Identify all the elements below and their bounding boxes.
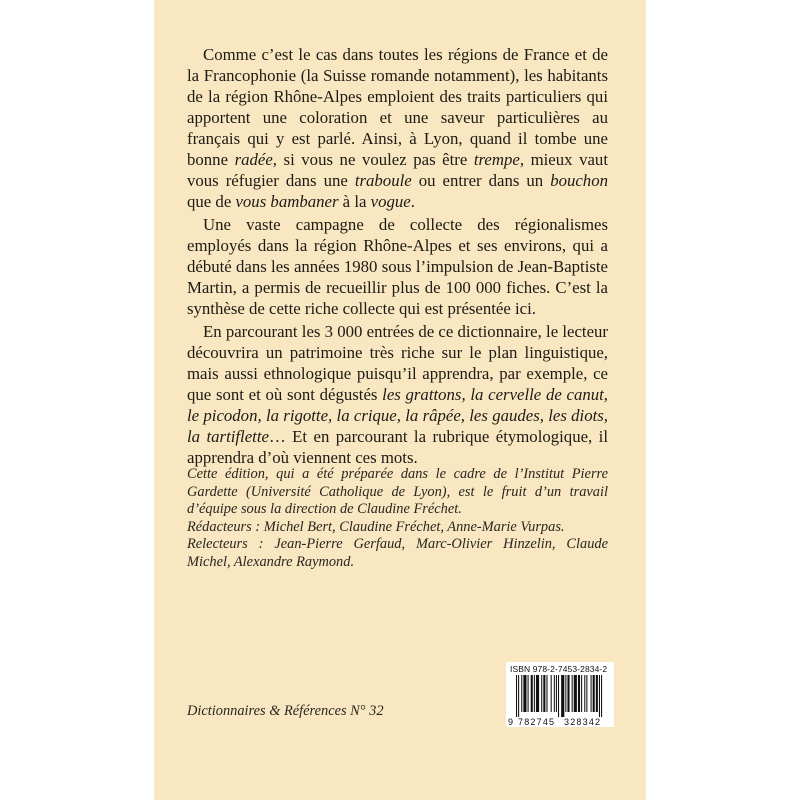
barcode-bar: [561, 675, 564, 717]
series-label: Dictionnaires & Références N° 32: [187, 703, 384, 719]
italic-term: traboule: [354, 171, 412, 190]
text-segment: En parcourant les 3 000 entrées de ce dictionnaire, le lecteur découvrira un patrimoine très riche sur le plan linguistique, mais aussi ethnologique puisqu’il apprendra, par exemple, ce que sont et où sont dégustés: [187, 322, 608, 404]
barcode-bar: [578, 675, 580, 712]
text-segment: , si vous ne voulez pas être: [272, 150, 474, 169]
credits-relecteurs: Relecteurs : Jean-Pierre Gerfaud, Marc-Olivier Hinzelin, Claude Michel, Alexandre Raymond.: [187, 536, 608, 570]
barcode-bar: [565, 675, 566, 712]
barcode-bar: [586, 675, 587, 712]
barcode-bar: [581, 675, 582, 712]
barcode-bar: [543, 675, 545, 712]
barcode-bar: [516, 675, 517, 717]
barcode-bar: [521, 675, 522, 712]
text-segment: , mieux vaut vous réfugier dans une: [187, 150, 608, 190]
italic-term: trempe: [473, 150, 520, 169]
barcode-bar: [584, 675, 585, 712]
text-segment: … Et en parcourant la rubrique étymologique, il apprendra d’où viennent ces mots.: [187, 427, 608, 467]
credits-edition: Cette édition, qui a été préparée dans le cadre de l’Institut Pierre Gardette (Université Catholique de Lyon), est le fruit d’un travail d’équipe sous la direction de Claudine Fréchet.: [187, 466, 608, 517]
italic-term: les grattons, la cervelle de canut, le picodon, la rigotte, la crique, la râpée, les gaudes, les diots, la tartiflette: [187, 385, 608, 446]
text-segment: que de: [187, 192, 236, 211]
text-segment: Une vaste campagne de collecte des régionalismes employés dans la région Rhône-Alpes et ses environs, qui a débuté dans les années 1980 sous l’impulsion de Jean-Baptiste Martin, a permis de recueillir plus de 100 000 fiches. C’est la synthèse de cette riche collecte qui est présentée ici.: [187, 215, 608, 318]
barcode-bar: [546, 675, 547, 712]
italic-term: radée: [234, 150, 273, 169]
barcode-bar: [518, 675, 519, 717]
barcode-first-digit: 9: [508, 717, 514, 727]
barcode-bar: [536, 675, 539, 712]
barcode-graphic: [506, 675, 614, 727]
barcode-bar: [567, 675, 569, 712]
paragraph-2: [187, 214, 608, 319]
barcode-bar: [572, 675, 573, 712]
barcode-bar: [541, 675, 542, 712]
back-cover: [154, 0, 646, 800]
barcode-bar: [531, 675, 533, 712]
barcode-bar: [593, 675, 595, 712]
barcode-bar: [591, 675, 592, 712]
text-segment: à la: [338, 192, 371, 211]
barcode-bar: [599, 675, 600, 717]
paragraph-3: [187, 321, 608, 468]
barcode-left-digits: 782745: [518, 717, 556, 727]
barcode-right-digits: 328342: [564, 717, 602, 727]
italic-term: vogue: [370, 192, 411, 211]
text-segment: .: [410, 192, 415, 211]
barcode-bar: [528, 675, 529, 712]
barcode-bar: [556, 675, 557, 712]
barcode-bar: [558, 675, 559, 717]
italic-term: bouchon: [550, 171, 608, 190]
barcode-bars: [516, 675, 602, 717]
description-text: [187, 44, 608, 468]
barcode-bar: [551, 675, 552, 712]
paragraph-1: [187, 44, 608, 212]
text-segment: Comme c’est le cas dans toutes les régions de France et de la Francophonie (la Suisse romande notamment), les habitants de la région Rhône-Alpes emploient des traits particuliers qui apportent une coloration et une saveur particulières au français qui y est parlé. Ainsi, à Lyon, quand il tombe une bonne: [187, 45, 608, 169]
credits-redacteurs: Rédacteurs : Michel Bert, Claudine Fréchet, Anne-Marie Vurpas.: [187, 518, 565, 535]
text-segment: ou entrer dans un: [411, 171, 551, 190]
barcode-bar: [554, 675, 555, 712]
isbn-label: ISBN 978-2-7453-2834-2: [510, 664, 608, 674]
barcode-bar: [596, 675, 598, 712]
credits-block: [187, 466, 608, 571]
barcode-bar: [534, 675, 535, 712]
barcode-bar: [574, 675, 577, 712]
barcode: [506, 662, 614, 727]
italic-term: vous bambaner: [235, 192, 339, 211]
barcode-bar: [601, 675, 602, 717]
barcode-bar: [523, 675, 526, 712]
